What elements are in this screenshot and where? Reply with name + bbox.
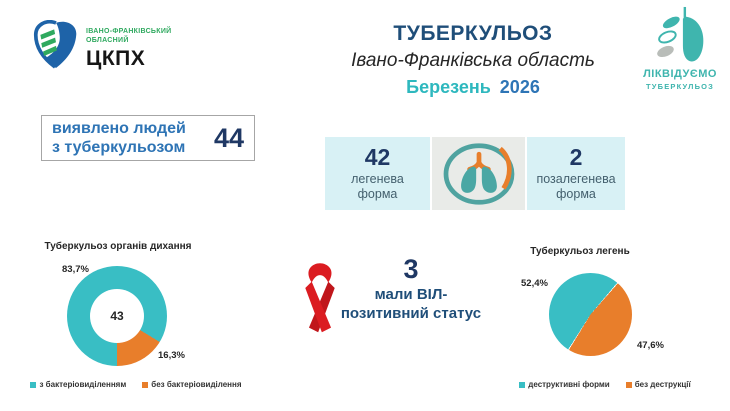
hiv-count: 3 [403, 254, 419, 284]
title-month: Березень [406, 77, 491, 97]
pie-legend [502, 380, 708, 389]
title-date [322, 77, 624, 98]
hiv-label-line1: мали ВІЛ- [374, 285, 448, 303]
org-logo [33, 20, 172, 71]
pie-chart-title: Туберкульоз легень [530, 246, 630, 257]
legend-item-nondestructive [626, 380, 691, 389]
extrapulmonary-form-box [527, 137, 625, 210]
detected-cases-value: 44 [213, 122, 244, 153]
hiv-label-line2: позитивний статус [340, 305, 482, 323]
donut-slice-label-nonbacterial: 16,3% [158, 350, 185, 361]
hiv-status-block [330, 255, 492, 324]
shield-leaf-icon [33, 20, 79, 70]
pie-slice-label-nondestructive: 47,6% [637, 340, 664, 351]
legend-swatch-orange [142, 382, 148, 388]
pulmonary-form-box [325, 137, 430, 210]
campaign-logo [630, 6, 730, 91]
lung-tb-pie-chart [549, 273, 632, 356]
extrapulmonary-form-value: 2 [569, 143, 583, 170]
donut-slice-label-bacterial: 83,7% [62, 264, 89, 275]
org-name-line2: ОБЛАСНИЙ [86, 36, 129, 44]
legend-label: з бактеріовиділенням [39, 380, 127, 389]
detected-cases-box [41, 115, 255, 161]
forms-icon-box [432, 137, 525, 210]
legend-swatch-teal [519, 382, 525, 388]
respiratory-tb-donut-chart [67, 266, 167, 366]
extrapulmonary-form-label: позалегенева форма [536, 172, 616, 202]
title-disease: ТУБЕРКУЛЬОЗ [393, 22, 553, 45]
legend-swatch-orange [626, 382, 632, 388]
donut-chart-title: Туберкульоз органів дихання [44, 241, 192, 252]
org-acronym: ЦКПХ [86, 46, 146, 70]
pie-slice-label-destructive: 52,4% [521, 278, 548, 289]
detected-cases-label: виявлено людей з туберкульозом [52, 119, 186, 156]
org-logo-text [86, 20, 172, 71]
campaign-slogan-line1: ЛІКВІДУЄМО [643, 68, 717, 80]
pulmonary-form-value: 42 [364, 143, 391, 170]
campaign-slogan-line2: ТУБЕРКУЛЬОЗ [645, 82, 715, 91]
lungs-icon [440, 141, 518, 207]
lungs-leaf-icon [652, 6, 708, 66]
legend-item-bacterial [30, 380, 126, 389]
donut-center-value: 43 [90, 289, 144, 343]
legend-label: деструктивні форми [528, 380, 610, 389]
legend-swatch-teal [30, 382, 36, 388]
legend-label: без бактеріовиділення [151, 380, 242, 389]
legend-label: без деструкції [634, 380, 691, 389]
legend-item-nonbacterial [142, 380, 241, 389]
org-name-line1: ІВАНО-ФРАНКІВСЬКИЙ [86, 28, 172, 35]
title-year: 2026 [499, 77, 540, 97]
donut-legend [12, 380, 260, 389]
page-title [322, 22, 624, 98]
legend-item-destructive [519, 380, 609, 389]
pulmonary-form-label: легенева форма [351, 172, 404, 202]
title-region: Івано-Франківська область [351, 50, 595, 71]
